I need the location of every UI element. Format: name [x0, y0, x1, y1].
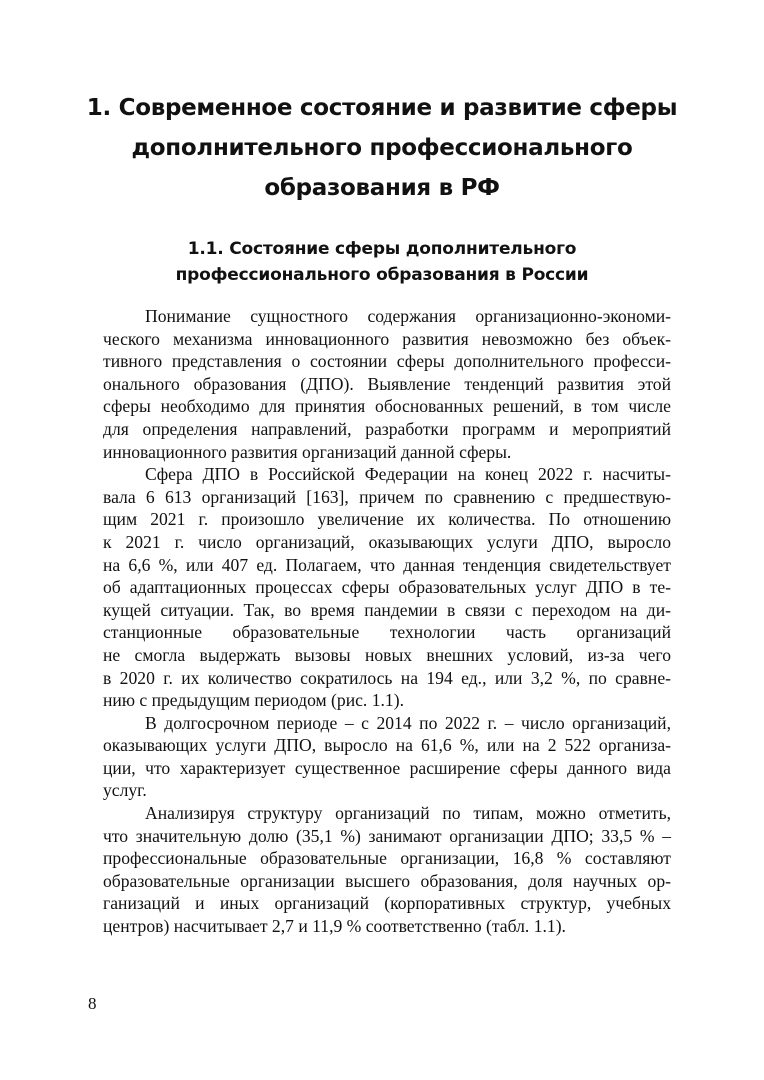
text-line: инновационного развития организаций данной сферы.: [103, 441, 512, 462]
section-title-line: профессионального образования в России: [175, 265, 589, 285]
text-line: в 2020 г. их количество сократилось на 194 ед., или 3,2 %, по сравне-: [103, 667, 671, 688]
text-line: оказывающих услуги ДПО, выросло на 61,6 %, или на 2 522 организа-: [103, 735, 671, 756]
text-line: онального образования (ДПО). Выявление тенденций развития этой: [103, 373, 671, 394]
section-title: [80, 236, 684, 288]
text-line: для определения направлений, разработки программ и мероприятий: [103, 418, 671, 439]
text-line: Понимание сущностного содержания организационно-экономи-: [145, 306, 671, 326]
text-line: на 6,6 %, или 407 ед. Полагаем, что данная тенденция свидетельствует: [103, 554, 671, 575]
paragraph-3: [103, 712, 671, 802]
text-line: не смогла выдержать вызовы новых внешних условий, из-за чего: [103, 644, 671, 665]
text-line: ческого механизма инновационного развития невозможно без объек-: [103, 328, 671, 349]
text-line: к 2021 г. число организаций, оказывающих услуги ДПО, выросло: [103, 531, 671, 552]
text-line: услуг.: [103, 780, 147, 801]
text-line: сферы необходимо для принятия обоснованных решений, в том числе: [103, 396, 671, 417]
text-line: Анализируя структуру организаций по типам, можно отметить,: [145, 803, 671, 824]
text-line: вала 6 613 организаций [163], причем по сравнению с предшествую-: [103, 486, 671, 507]
page-number: 8: [88, 994, 97, 1013]
text-line: тивного представления о состоянии сферы дополнительного професси-: [103, 351, 671, 372]
text-line: щим 2021 г. произошло увеличение их количества. По отношению: [103, 509, 671, 530]
chapter-title-line: образования в РФ: [264, 175, 500, 201]
text-line: кущей ситуации. Так, во время пандемии в связи с переходом на ди-: [103, 599, 671, 620]
text-line: центров) насчитывает 2,7 и 11,9 % соответственно (табл. 1.1).: [103, 916, 566, 937]
text-line: ганизаций и иных организаций (корпоративных структур, учебных: [103, 893, 671, 914]
paragraph-1: [103, 305, 671, 463]
section-title-line: 1.1. Состояние сферы дополнительного: [187, 239, 577, 259]
paragraph-4: [103, 802, 671, 938]
body-text: [103, 305, 671, 938]
text-line: Сфера ДПО в Российской Федерации на конец 2022 г. насчиты-: [145, 464, 671, 485]
paragraph-2: [103, 463, 671, 712]
text-line: нию с предыдущим периодом (рис. 1.1).: [103, 690, 404, 711]
chapter-title-line: 1. Современное состояние и развитие сферы: [86, 95, 678, 121]
text-line: об адаптационных процессах сферы образовательных услуг ДПО в те-: [103, 577, 671, 598]
chapter-title-line: дополнительного профессионального: [131, 135, 633, 161]
text-line: образовательные организации высшего образования, доля научных ор-: [103, 870, 671, 891]
chapter-title: [60, 88, 704, 208]
text-line: ции, что характеризует существенное расширение сферы данного вида: [103, 757, 671, 778]
text-line: В долгосрочном периоде – с 2014 по 2022 г. – число организаций,: [145, 712, 671, 733]
text-line: профессиональные образовательные организации, 16,8 % составляют: [103, 848, 671, 869]
text-line: станционные образовательные технологии часть организаций: [103, 622, 671, 643]
text-line: что значительную долю (35,1 %) занимают организации ДПО; 33,5 % –: [103, 825, 671, 846]
